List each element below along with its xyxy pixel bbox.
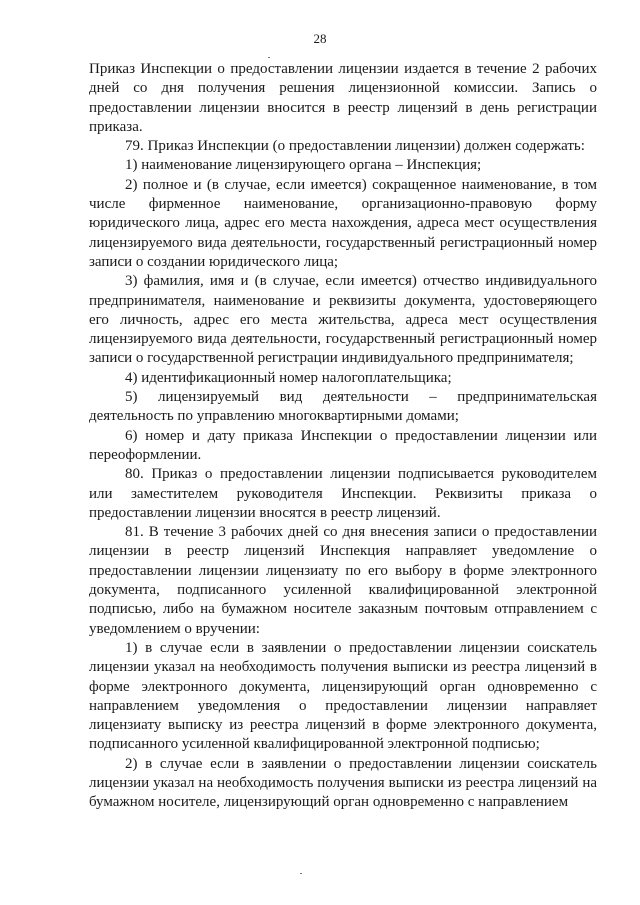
page-number: 28 (313, 31, 327, 46)
scan-speck (268, 57, 270, 58)
paragraph-81: 81. В течение 3 рабочих дней со дня внесения записи о предоставлении лицензии в реестр лицензий Инспекция направляет уведомление о предоставлении лицензии лицензиату по его выбору в форме электронного документа, подписанного усиленной квалифицированной электронной подписью, либо на бумажном носителе заказным почтовым отправлением с уведомлением о вручении: (89, 524, 597, 637)
paragraph-81-item-1: 1) в случае если в заявлении о предоставлении лицензии соискатель лицензии указал на необходимость получения выписки из реестра лицензий в форме электронного документа, лицензирующий орган одновременно с направлением уведомления о предоставлении лицензии направляет лицензиату выписку из реестра лицензий в форме электронного документа, подписанного усиленной квалифицированной электронной подписью; (89, 639, 597, 753)
paragraph-79-item-1: 1) наименование лицензирующего органа – Инспекция; (125, 157, 482, 174)
document-body (89, 60, 597, 813)
paragraph-80: 80. Приказ о предоставлении лицензии подписывается руководителем или заместителем руководителя Инспекции. Реквизиты приказа о предоставлении лицензии вносятся в реестр лицензий. (89, 466, 597, 521)
paragraph-79-item-2: 2) полное и (в случае, если имеется) сокращенное наименование, в том числе фирменное наименование, организационно-правовую форму юридического лица, адрес его места нахождения, адреса мест осуществления лицензируемого вида деятельности, государственный регистрационный номер записи о создании юридического лица; (89, 176, 597, 270)
paragraph-79: 79. Приказ Инспекции (о предоставлении лицензии) должен содержать: (125, 138, 585, 155)
paragraph-81-item-2: 2) в случае если в заявлении о предоставлении лицензии соискатель лицензии указал на необходимость получения выписки из реестра лицензий на бумажном носителе, лицензирующий орган одновременно с направлением (89, 755, 597, 811)
paragraph-79-item-5: 5) лицензируемый вид деятельности – предпринимательская деятельность по управлению многоквартирными домами; (89, 389, 597, 425)
scan-speck (300, 873, 302, 874)
paragraph-79-item-6: 6) номер и дату приказа Инспекции о предоставлении лицензии или переоформлении. (89, 427, 597, 463)
paragraph-79-item-4: 4) идентификационный номер налогоплательщика; (125, 369, 452, 386)
paragraph-79-item-3: 3) фамилия, имя и (в случае, если имеется) отчество индивидуального предпринимателя, наименование и реквизиты документа, удостоверяющего его личность, адрес его места жительства, адреса мест осуществления лицензируемого вида деятельности, государственный регистрационный номер записи о государственной регистрации индивидуального предпринимателя; (89, 273, 597, 367)
paragraph-license-order-timing: Приказ Инспекции о предоставлении лицензии издается в течение 2 рабочих дней со дня получения решения лицензионной комиссии. Запись о предоставлении лицензии вносится в реестр лицензий в день регистрации приказа. (89, 61, 597, 135)
